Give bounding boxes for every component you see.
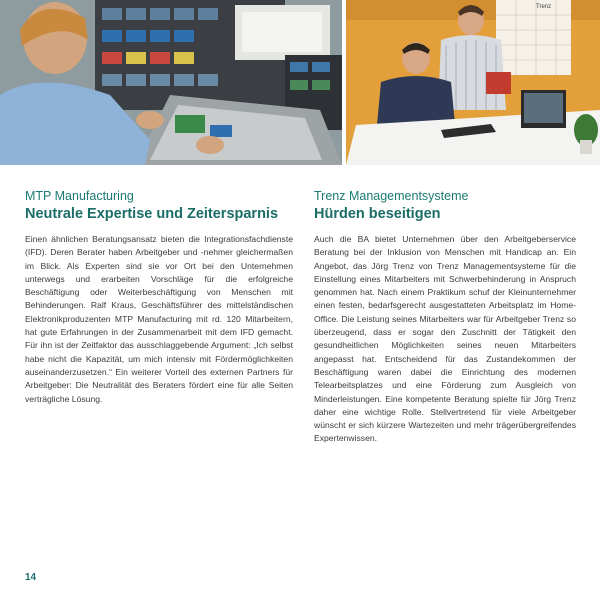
photo-assembly-worker [0,0,342,165]
article-trenz-managementsysteme [314,188,576,446]
office-photo-illustration [346,0,600,165]
section-label: Trenz Managementsysteme [314,189,469,203]
article-headline: Hürden beseitigen [314,206,441,222]
assembly-photo-illustration [0,0,342,165]
article-body: Auch die BA bietet Unternehmen über den Arbeitgeberservice Beratung bei der Inklusion von Menschen mit Handicap an. Ein Angebot, das Jörg Trenz von Trenz Managementsysteme für die Einstellung eines Mitarbeiters mit Schwerbehinderung in Anspruch genommen hat. Nach einem Praktikum schuf der Kleinunternehmer einen festen, bedarfsgerecht ausgestatteten Arbeitsplatz im Home-Office. Die Leistung seines Mitarbeiters war für Arbeitgeber Trenz so überzeugend, dass er sogar den Zuschnitt der Tätigkeit den gesundheitlichen Möglichkeiten seines neuen Mitarbeiters angepasst hat. Entscheidend für das Zustandekommen der Beschäftigung waren dabei die Einrichtung des modernen Telearbeitsplatzes und eine Förderung zum Ausgleich von Minderleistungen. Eine kompetente Beratung spielte für Jörg Trenz daher eine wichtige Rolle. Stellvertretend für viele Arbeitgeber wünscht er sich kürzere Wartezeiten und mehr trägerübergreifendes Expertenwissen. [314,234,576,444]
article-mtp-manufacturing [25,188,293,406]
photo-office-team [346,0,600,165]
page-number: 14 [25,572,37,583]
section-label: MTP Manufacturing [25,189,134,203]
article-headline: Neutrale Expertise und Zeitersparnis [25,206,279,222]
article-body: Einen ähnlichen Beratungsansatz bieten die Integrationsfachdienste (IFD). Deren Berater haben Arbeitgeber und -nehmer gleichermaßen im Blick. Als Experten sind sie vor Ort bei den Unternehmen unterwegs und erarbeiten Vorschläge für die erfolgreiche Beschäftigung oder Weiterbeschäftigung von Menschen mit Behinderungen. Ralf Kraus, Geschäftsführer des mittelständischen Elektronikproduzenten MTP Manufacturing mit rd. 120 Mitarbeitern, hat gute Erfahrungen in der Zusammenarbeit mit dem IFD gemacht. Für ihn ist der Zeitfaktor das ausschlaggebende Argument: „Ich selbst habe nicht die Kapazität, um mich intensiv mit Fördermöglichkeiten auseinanderzusetzen.“ Ein weiterer Vorteil des externen Partners für Arbeitgeber: Die Neutralität des Beraters fördert eine für alle Seiten verträgliche Lösung. [25,234,293,404]
wall-sign-text: Trenz [536,4,552,10]
